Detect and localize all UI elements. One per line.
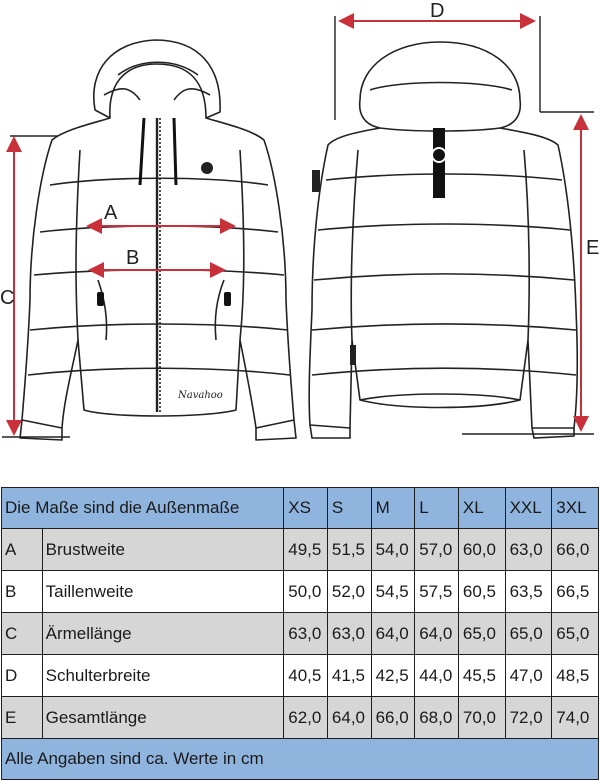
row-label: Brustweite (42, 529, 284, 571)
jacket-back-drawing (309, 42, 577, 428)
table-header-title: Die Maße sind die Außenmaße (2, 488, 284, 529)
row-key: C (2, 613, 43, 655)
table-cell: 40,5 (284, 655, 328, 697)
table-cell: 65,0 (458, 613, 505, 655)
row-label: Taillenweite (42, 571, 284, 613)
size-column-header: XS (284, 488, 328, 529)
row-label: Gesamtlänge (42, 697, 284, 739)
measure-label-c: C (0, 287, 15, 309)
table-cell: 65,0 (552, 613, 599, 655)
measure-label-a: A (104, 202, 118, 224)
size-column-header: XL (458, 488, 505, 529)
table-cell: 47,0 (505, 655, 552, 697)
size-chart-table (1, 487, 599, 780)
table-cell: 57,5 (415, 571, 459, 613)
table-cell: 70,0 (458, 697, 505, 739)
table-row (2, 571, 599, 613)
size-column-header: XXL (505, 488, 552, 529)
table-row (2, 613, 599, 655)
table-cell: 66,5 (552, 571, 599, 613)
table-row (2, 655, 599, 697)
table-cell: 54,5 (371, 571, 415, 613)
row-label: Ärmellänge (42, 613, 284, 655)
side-pocket-zip-icon (97, 292, 231, 306)
size-column-header: L (415, 488, 459, 529)
table-cell: 62,0 (284, 697, 328, 739)
table-cell: 63,0 (327, 613, 371, 655)
table-cell: 66,0 (371, 697, 415, 739)
logo-emblem-icon (201, 162, 213, 174)
table-row (2, 529, 599, 571)
row-key: A (2, 529, 43, 571)
table-cell: 44,0 (415, 655, 459, 697)
size-column-header: M (371, 488, 415, 529)
table-cell: 68,0 (415, 697, 459, 739)
table-cell: 60,0 (458, 529, 505, 571)
jacket-front-drawing (20, 40, 296, 440)
table-cell: 64,0 (371, 613, 415, 655)
table-cell: 63,0 (505, 529, 552, 571)
table-cell: 72,0 (505, 697, 552, 739)
table-cell: 64,0 (327, 697, 371, 739)
row-label: Schulterbreite (42, 655, 284, 697)
table-cell: 48,5 (552, 655, 599, 697)
table-cell: 65,0 (505, 613, 552, 655)
table-cell: 45,5 (458, 655, 505, 697)
table-cell: 54,0 (371, 529, 415, 571)
table-cell: 74,0 (552, 697, 599, 739)
row-key: B (2, 571, 43, 613)
table-cell: 49,5 (284, 529, 328, 571)
row-key: E (2, 697, 43, 739)
table-cell: 51,5 (327, 529, 371, 571)
table-cell: 50,0 (284, 571, 328, 613)
size-column-header: S (327, 488, 371, 529)
brand-script-logo: Navahoo (178, 390, 223, 401)
table-cell: 41,5 (327, 655, 371, 697)
table-footer-note: Alle Angaben sind ca. Werte in cm (2, 739, 599, 780)
table-cell: 42,5 (371, 655, 415, 697)
table-cell: 63,0 (284, 613, 328, 655)
measure-label-d: D (430, 0, 445, 22)
hanger-loop-icon (432, 128, 446, 198)
table-row (2, 697, 599, 739)
table-cell: 52,0 (327, 571, 371, 613)
table-cell: 60,5 (458, 571, 505, 613)
table-cell: 64,0 (415, 613, 459, 655)
table-header-row (2, 488, 599, 529)
measure-label-e: E (586, 237, 600, 259)
row-key: D (2, 655, 43, 697)
measure-label-b: B (126, 247, 140, 269)
table-cell: 66,0 (552, 529, 599, 571)
size-column-header: 3XL (552, 488, 599, 529)
table-footer-row (2, 739, 599, 780)
table-cell: 57,0 (415, 529, 459, 571)
table-cell: 63,5 (505, 571, 552, 613)
